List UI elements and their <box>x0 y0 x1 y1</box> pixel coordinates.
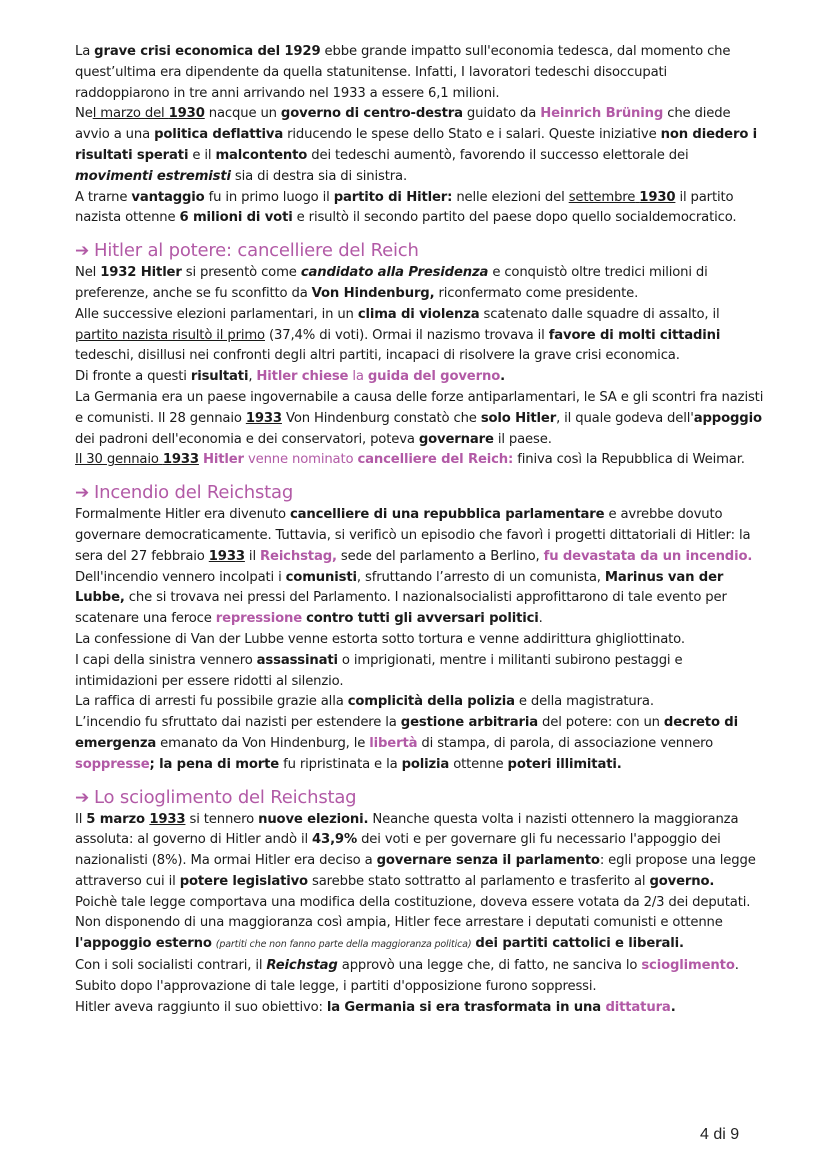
section1-paragraph-3: Di fronte a questi risultati, Hitler chiese la guida del governo. <box>75 369 505 385</box>
intro-paragraph-1: La grave crisi economica del 1929 ebbe grande impatto sull'economia tedesca, dal momento che quest’ultima era dipendente da quella statunitense. Infatti, I lavoratori tedeschi disoccupati raddoppiarono in tre anni arrivando nel 1933 a essere 6,1 milioni. <box>75 44 731 101</box>
section-scioglimento-reichstag <box>75 786 765 1019</box>
section-hitler-al-potere <box>75 239 765 471</box>
page-number: 4 di 9 <box>700 1126 740 1143</box>
section1-paragraph-2: Alle successive elezioni parlamentari, in un clima di violenza scatenato dalle squadre di assalto, il partito nazista risultò il primo (37,4% di voti). Ormai il nazismo trovava il favore di molti cittadini tedeschi, disillusi nei confronti degli altri partiti, incapaci di risolvere la grave crisi economica. <box>75 306 721 364</box>
section-heading: ➔ Incendio del Reichstag <box>75 482 294 504</box>
section1-paragraph-5: Il 30 gennaio 1933 Hitler venne nominato cancelliere del Reich: finiva così la Repubblica di Weimar. <box>75 452 745 468</box>
arrow-right-icon: ➔ <box>75 241 90 262</box>
section3-paragraph-1: Il 5 marzo 1933 si tennero nuove elezioni. Neanche questa volta i nazisti ottennero la maggioranza assoluta: al governo di Hitler andò il 43,9% dei voti e per governare gli fu necessario l'appoggio dei nazionalisti (8%). Ma ormai Hitler era deciso a governare senza il parlamento: egli propose una legge attraverso cui il potere legislativo sarebbe stato sottratto al parlamento e trasferito al governo. <box>75 811 756 889</box>
section-heading: ➔ Hitler al potere: cancelliere del Reich <box>75 240 419 262</box>
document-page <box>75 42 765 1018</box>
section2-paragraph-4: La raffica di arresti fu possibile grazie alla complicità della polizia e della magistratura. <box>75 694 654 710</box>
section3-paragraph-2: Poichè tale legge comportava una modifica della costituzione, doveva essere votata da 2/3 dei deputati. Non disponendo di una maggioranza così ampia, Hitler fece arrestare i deputati comunisti e ottenne l'appoggio esterno (partiti che non fanno parte della maggioranza politica) dei partiti cattolici e liberali. <box>75 894 751 952</box>
arrow-right-icon: ➔ <box>75 483 90 504</box>
section2-paragraph-2: La confessione di Van der Lubbe venne estorta sotto tortura e venne addirittura ghigliottinato. <box>75 631 685 647</box>
section1-paragraph-1: Nel 1932 Hitler si presentò come candidato alla Presidenza e conquistò oltre tredici milioni di preferenze, anche se fu sconfitto da Von Hindenburg, riconfermato come presidente. <box>75 265 708 301</box>
section-incendio-reichstag <box>75 481 765 775</box>
arrow-right-icon: ➔ <box>75 787 90 808</box>
intro-paragraph-3: A trarne vantaggio fu in primo luogo il partito di Hitler: nelle elezioni del settembre 1930 il partito nazista ottenne 6 milioni di voti e risultò il secondo partito del paese dopo quello socialdemocratico. <box>75 189 737 226</box>
section-heading: ➔ Lo scioglimento del Reichstag <box>75 786 357 808</box>
section3-paragraph-4: Subito dopo l'approvazione di tale legge, i partiti d'opposizione furono soppressi. <box>75 978 597 994</box>
intro-paragraph-2: Nel marzo del 1930 nacque un governo di centro-destra guidato da Heinrich Brüning che diede avvio a una politica deflattiva riducendo le spese dello Stato e i salari. Queste iniziative non diedero i risultati sperati e il malcontento dei tedeschi aumentò, favorendo il successo elettorale dei movimenti estremisti sia di destra sia di sinistra. <box>75 106 758 184</box>
section1-paragraph-4: La Germania era un paese ingovernabile a causa delle forze antiparlamentari, le SA e gli scontri fra nazisti e comunisti. Il 28 gennaio 1933 Von Hindenburg constatò che solo Hitler, il quale godeva dell'appoggio dei padroni dell'economia e dei conservatori, poteva governare il paese. <box>75 389 764 447</box>
section3-paragraph-3: Con i soli socialisti contrari, il Reichstag approvò una legge che, di fatto, ne sanciva lo scioglimento. <box>75 958 739 974</box>
section3-paragraph-5: Hitler aveva raggiunto il suo obiettivo: la Germania si era trasformata in una dittatura. <box>75 999 676 1015</box>
section2-paragraph-5: L’incendio fu sfruttato dai nazisti per estendere la gestione arbitraria del potere: con un decreto di emergenza emanato da Von Hindenburg, le libertà di stampa, di parola, di associazione vennero soppresse; la pena di morte fu ripristinata e la polizia ottenne poteri illimitati. <box>75 715 738 772</box>
section2-paragraph-1: Formalmente Hitler era divenuto cancelliere di una repubblica parlamentare e avrebbe dovuto governare democraticamente. Tuttavia, si verificò un episodio che favorì i progetti dittatoriali di Hitler: la sera del 27 febbraio 1933 il Reichstag, sede del parlamento a Berlino, fu devastata da un incendio. Dell'incendio vennero incolpati i comunisti, sfruttando l’arresto di un comunista, Marinus van der Lubbe, che si trovava nei pressi del Parlamento. I nazionalsocialisti approfittarono di tale evento per scatenare una feroce repressione contro tutti gli avversari politici. <box>75 507 753 627</box>
intro-section <box>75 42 765 229</box>
section2-paragraph-3: I capi della sinistra vennero assassinati o imprigionati, mentre i militanti subirono pestaggi e intimidazioni per essere ridotti al silenzio. <box>75 652 683 689</box>
